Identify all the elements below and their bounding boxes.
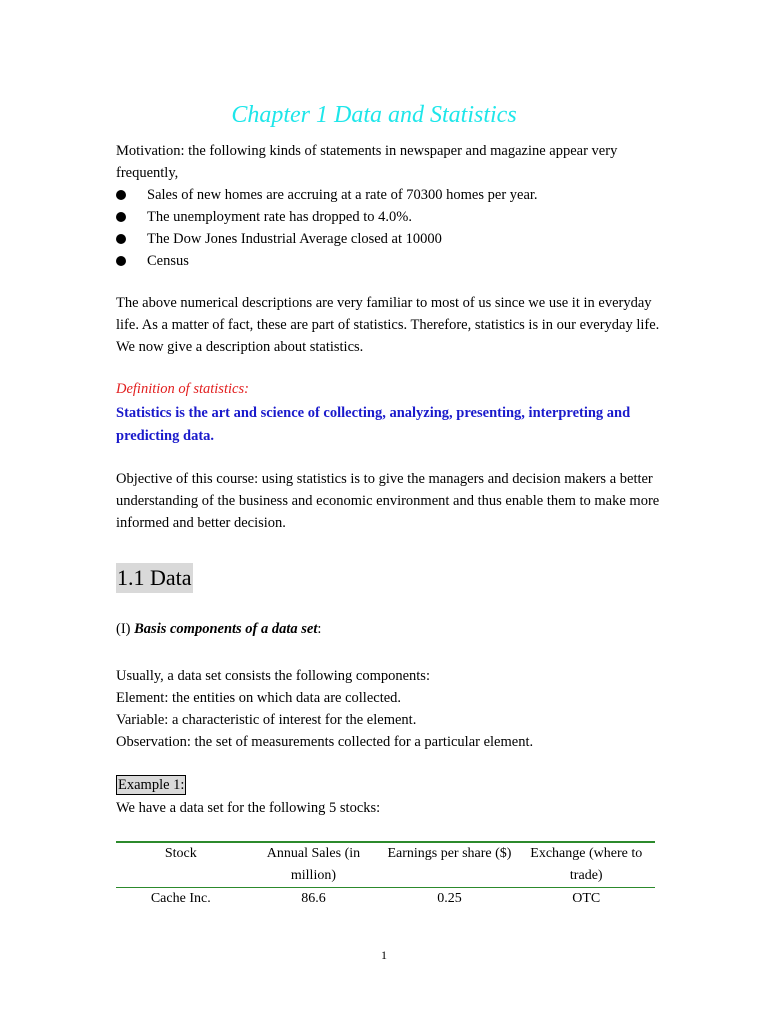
components-element: Element: the entities on which data are collected.	[116, 690, 402, 706]
table-row	[116, 888, 655, 911]
table-cell: 86.6	[301, 891, 326, 906]
table-header-cell: Annual Sales (in million)	[246, 842, 382, 888]
table-header-cell: Stock	[116, 842, 246, 888]
bullet-text: Sales of new homes are accruing at a rate of 70300 homes per year.	[147, 187, 538, 203]
bullet-text: The Dow Jones Industrial Average closed at 10000	[147, 231, 442, 247]
table-header-cell: Exchange (where to trade)	[518, 842, 655, 888]
definition-text: Statistics is the art and science of collecting, analyzing, presenting, interpreting and predicting data.	[116, 405, 631, 444]
bullet-dot-icon	[116, 190, 126, 200]
components-intro: Usually, a data set consists the following components:	[116, 668, 430, 684]
page-number: 1	[381, 948, 387, 962]
sub-heading-emphasis: Basis components of a data set	[134, 621, 318, 637]
example-label: Example 1:	[118, 777, 185, 793]
numerical-descriptions-paragraph: The above numerical descriptions are very familiar to most of us since we use it in everyday life. As a matter of fact, these are part of statistics. Therefore, statistics is in our everyday life. We now give a description about statistics.	[116, 295, 660, 355]
objective-paragraph: Objective of this course: using statistics is to give the managers and decision makers a better understanding of the business and economic environment and thus enable them to make more informed and better decision.	[116, 471, 660, 531]
sub-heading-suffix: :	[317, 621, 322, 637]
components-variable: Variable: a characteristic of interest for the element.	[116, 712, 417, 728]
definition-label: Definition of statistics:	[116, 381, 249, 397]
components-observation: Observation: the set of measurements collected for a particular element.	[116, 734, 534, 750]
stocks-table	[116, 841, 655, 910]
table-cell: OTC	[572, 891, 601, 906]
motivation-paragraph: Motivation: the following kinds of statements in newspaper and magazine appear very frequently,	[116, 143, 618, 181]
example-text: We have a data set for the following 5 stocks:	[116, 800, 381, 816]
bullet-text: The unemployment rate has dropped to 4.0%.	[147, 209, 412, 225]
bullet-text: Census	[147, 253, 189, 269]
table-header-row	[116, 842, 655, 888]
section-heading: 1.1 Data	[116, 563, 193, 593]
table-cell: 0.25	[437, 891, 462, 906]
sub-heading-prefix: (I)	[116, 621, 135, 637]
bullet-dot-icon	[116, 234, 126, 244]
chapter-title: Chapter 1 Data and Statistics	[231, 102, 517, 128]
table-header-cell: Earnings per share ($)	[381, 842, 517, 888]
sub-heading	[116, 621, 321, 638]
table-cell: Cache Inc.	[150, 891, 211, 906]
bullet-dot-icon	[116, 212, 126, 222]
bullet-dot-icon	[116, 256, 126, 266]
